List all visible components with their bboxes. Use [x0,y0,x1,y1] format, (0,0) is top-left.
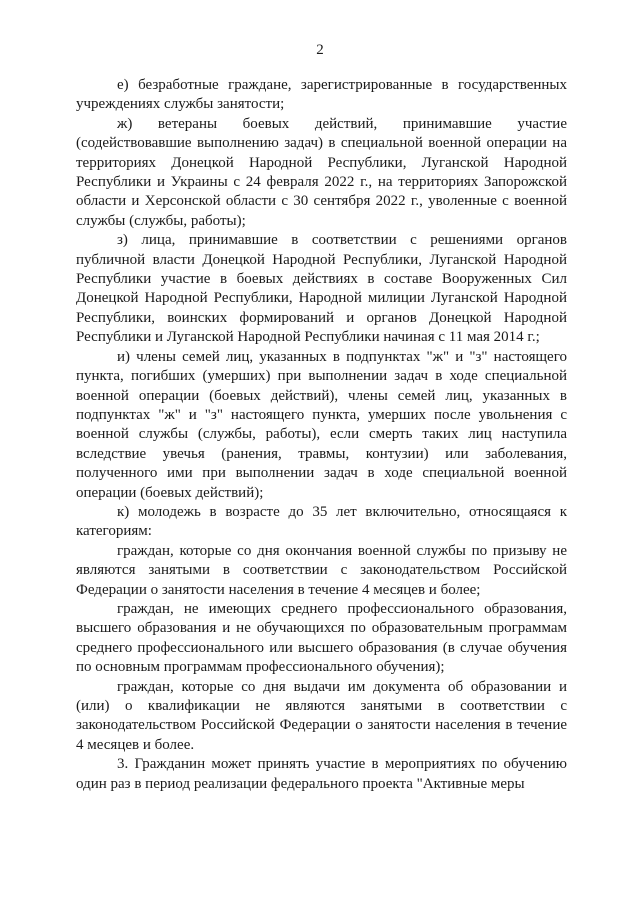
paragraph-item-e: е) безработные граждане, зарегистрированные в государственных учреждениях службы занятости; [76,77,567,113]
paragraph-category-graduates: граждан, которые со дня выдачи им документа об образовании и (или) о квалификации не являются занятыми в соответствии с законодательством Российской Федерации о занятости населения в течение 4 месяцев и более. [76,678,567,753]
paragraph-category-military: граждан, которые со дня окончания военной службы по призыву не являются занятыми в соответствии с законодательством Российской Федерации о занятости населения в течение 4 месяцев и более; [76,542,567,598]
paragraph-item-k: к) молодежь в возрасте до 35 лет включительно, относящаяся к категориям: [76,503,567,540]
paragraph-clause-3: 3. Гражданин может принять участие в мероприятиях по обучению один раз в период реализации федерального проекта "Активные меры [76,756,567,792]
paragraph-item-z: з) лица, принимавшие в соответствии с решениями органов публичной власти Донецкой Народной Республики, Луганской Народной Республики участие в боевых действиях в составе Вооруженных Сил Донецкой Народной Республики, Народной милиции Луганской Народной Республики, воинских формирований и органов Донецкой Народной Республики и Луганской Народной Республики начиная с 11 мая 2014 г.; [76,232,567,346]
page-number: 2 [316,42,324,58]
paragraph-item-i: и) члены семей лиц, указанных в подпунктах "ж" и "з" настоящего пункта, погибших (умерших) при выполнении задач в ходе специальной военной операции (боевых действий), члены семей лиц, указанных в подпунктах "ж" и "з" настоящего пункта, умерших после увольнения с военной службы (службы, работы), если смерть таких лиц наступила вследствие увечья (ранения, травмы, контузии) или заболевания, полученного ими при выполнении задач в ходе специальной военной операции (боевых действий); [76,348,567,501]
paragraph-category-no-education: граждан, не имеющих среднего профессионального образования, высшего образования и не обучающихся по образовательным программам среднего профессионального или высшего образования (в случае обучения по основным программам профессионального обучения); [76,600,567,676]
document-body [76,76,567,794]
paragraph-item-zh: ж) ветераны боевых действий, принимавшие участие (содействовавшие выполнению задач) в специальной военной операции на территориях Донецкой Народной Республики, Луганской Народной Республики и Украины с 24 февраля 2022 г., на территориях Запорожской области и Херсонской области с 30 сентября 2022 г., уволенные с военной службы (службы, работы); [76,115,567,229]
